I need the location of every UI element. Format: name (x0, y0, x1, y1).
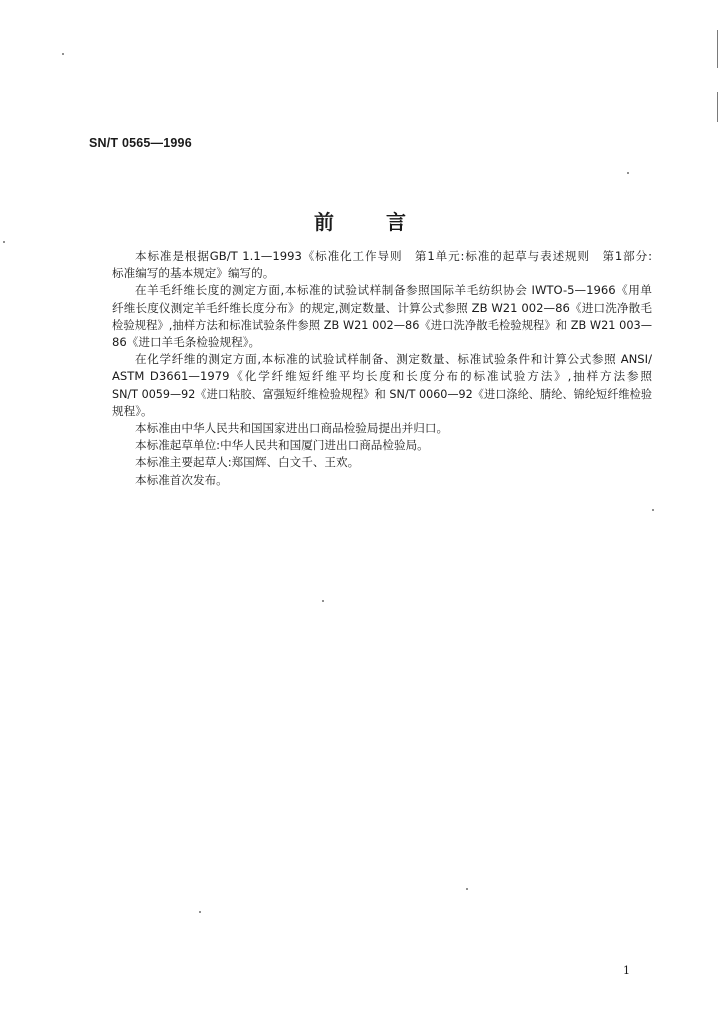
paragraph-line: SN/T 0059—92《进口粘胶、富强短纤维检验规程》和 SN/T 0060—92《进口涤纶、腈纶、锦纶短纤维检验 (112, 387, 652, 401)
scan-speck (3, 241, 5, 243)
page-title (0, 206, 720, 235)
scan-speck (322, 600, 324, 602)
paragraph-line: 本标准由中华人民共和国国家进出口商品检验局提出并归口。 (135, 421, 449, 436)
scan-speck (62, 53, 64, 55)
paragraph-drafters (89, 454, 652, 471)
paragraph-line: ASTM D3661—1979《化学纤维短纤维平均长度和长度分布的标准试验方法》,抽样方法参照 (112, 369, 652, 384)
scan-speck (627, 172, 629, 174)
paragraph-line: 在化学纤维的测定方面,本标准的试验试样制备、测定数量、标准试验条件和计算公式参照 ANSI/ (135, 352, 652, 367)
paragraph-line: 本标准起草单位:中华人民共和国厦门进出口商品检验局。 (135, 438, 429, 453)
scan-edge-mark (717, 30, 718, 68)
paragraph-line: 规程》。 (112, 403, 153, 418)
paragraph-line: 标准编写的基本规定》编写的。 (112, 266, 275, 281)
paragraph-line: 本标准是根据GB/T 1.1—1993《标准化工作导则 第1单元:标准的起草与表述规则 第1部分: (135, 249, 652, 263)
scan-speck (199, 911, 201, 913)
paragraph-line: 本标准主要起草人:郑国辉、白文千、王欢。 (135, 455, 360, 470)
foreword-body (89, 248, 652, 489)
paragraph-line: 纤维长度仪测定羊毛纤维长度分布》的规定,测定数量、计算公式参照 ZB W21 002—86《进口洗净散毛 (112, 300, 652, 315)
paragraph-line: 检验规程》,抽样方法和标准试验条件参照 ZB W21 002—86《进口洗净散毛检验规程》和 ZB W21 003— (112, 318, 652, 332)
paragraph-drafting-unit (89, 437, 652, 454)
title-char-2: 言 (386, 210, 406, 234)
page-number: 1 (623, 964, 630, 977)
title-char-1: 前 (314, 210, 334, 234)
paragraph-line: 本标准首次发布。 (135, 472, 228, 487)
paragraph-line: 在羊毛纤维长度的测定方面,本标准的试验试样制备参照国际羊毛纺织协会 IWTO-5—1966《用单 (135, 283, 652, 298)
scan-edge-mark (717, 92, 718, 122)
scan-speck (652, 509, 654, 511)
paragraph-first-release (89, 472, 652, 489)
paragraph-wool (89, 282, 652, 351)
scan-speck (466, 888, 468, 890)
paragraph-proposer (89, 420, 652, 437)
paragraph-line: 86《进口羊毛条检验规程》。 (112, 335, 261, 350)
standard-code: SN/T 0565—1996 (89, 136, 192, 150)
paragraph-chemical-fiber (89, 351, 652, 420)
paragraph-basis (89, 248, 652, 282)
